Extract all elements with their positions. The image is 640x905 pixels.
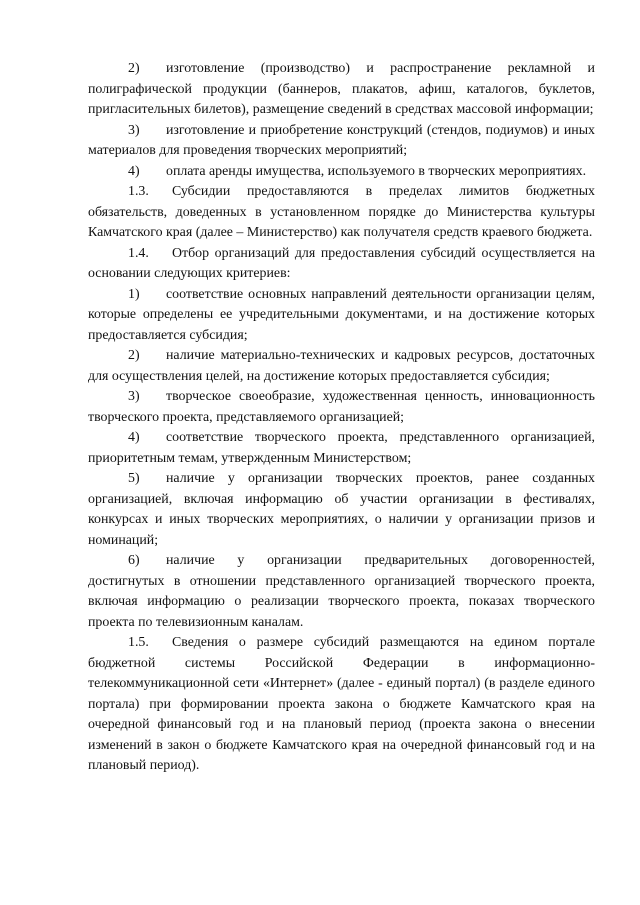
paragraph-number: 5) — [128, 471, 140, 486]
criterion-2 — [88, 346, 595, 387]
paragraph-text: соответствие творческого проекта, представленного организацией, приоритетным темам, утвержденным Министерством; — [88, 430, 595, 466]
paragraph-text: соответствие основных направлений деятельности организации целям, которые определены ее учредительными документами, и на достижение которых предоставляется субсидия; — [88, 286, 595, 343]
paragraph-text: оплата аренды имущества, используемого в творческих мероприятиях. — [166, 163, 587, 179]
paragraph-text: творческое своеобразие, художественная ценность, инновационность творческого проекта, представляемого организацией; — [88, 389, 595, 425]
criterion-1 — [88, 285, 595, 347]
section-number: 1.3. — [128, 184, 149, 199]
section-number: 1.5. — [128, 635, 149, 650]
criterion-4 — [88, 428, 595, 469]
document-page — [88, 59, 595, 777]
section-1-4 — [88, 244, 595, 285]
paragraph-text: наличие у организации предварительных договоренностей, достигнутых в отношении представленного организацией творческого проекта, включая информацию о реализации творческого проекта, показах творческого проекта по телевизионным каналам. — [88, 553, 595, 630]
paragraph-number: 4) — [128, 430, 140, 445]
paragraph-number: 3) — [128, 389, 140, 404]
criterion-3 — [88, 387, 595, 428]
paragraph-number: 3) — [128, 122, 140, 138]
paragraph-text: Сведения о размере субсидий размещаются на едином портале бюджетной системы Российской Федерации в информационно-телекоммуникационной сети «Интернет» (далее - единый портал) (в разделе единого портала) при формировании проекта закона о бюджете Камчатского края на очередной финансовый год и на плановый период (проекта закона о внесении изменений в закон о бюджете Камчатского края на очередной финансовый год и на плановый период). — [88, 635, 595, 773]
paragraph-text: изготовление и приобретение конструкций (стендов, подиумов) и иных материалов для проведения творческих мероприятий; — [88, 122, 595, 158]
paragraph-2-advertising — [88, 59, 595, 121]
paragraph-number: 4) — [128, 163, 140, 179]
section-1-5 — [88, 633, 595, 777]
section-1-3 — [88, 182, 595, 244]
criterion-6 — [88, 551, 595, 633]
paragraph-4-rent — [88, 162, 595, 183]
paragraph-3-constructions — [88, 121, 595, 162]
paragraph-number: 2) — [128, 61, 140, 76]
paragraph-number: 1) — [128, 286, 140, 302]
paragraph-text: изготовление (производство) и распространение рекламной и полиграфической продукции (баннеров, плакатов, афиш, каталогов, буклетов, пригласительных билетов), размещение сведений в средствах массовой информации; — [88, 61, 595, 117]
paragraph-text: Субсидии предоставляются в пределах лимитов бюджетных обязательств, доведенных в установленном порядке до Министерства культуры Камчатского края (далее – Министерство) как получателя средств краевого бюджета. — [88, 184, 595, 240]
paragraph-text: наличие материально-технических и кадровых ресурсов, достаточных для осуществления целей, на достижение которых предоставляется субсидия; — [88, 348, 595, 384]
paragraph-text: наличие у организации творческих проектов, ранее созданных организацией, включая информацию об участии организации в фестивалях, конкурсах и иных творческих мероприятиях, о наличии у организации призов и номинаций; — [88, 471, 595, 548]
paragraph-text: Отбор организаций для предоставления субсидий осуществляется на основании следующих критериев: — [88, 245, 595, 281]
paragraph-number: 2) — [128, 348, 140, 363]
criterion-5 — [88, 469, 595, 551]
paragraph-number: 6) — [128, 553, 140, 568]
section-number: 1.4. — [128, 245, 149, 261]
